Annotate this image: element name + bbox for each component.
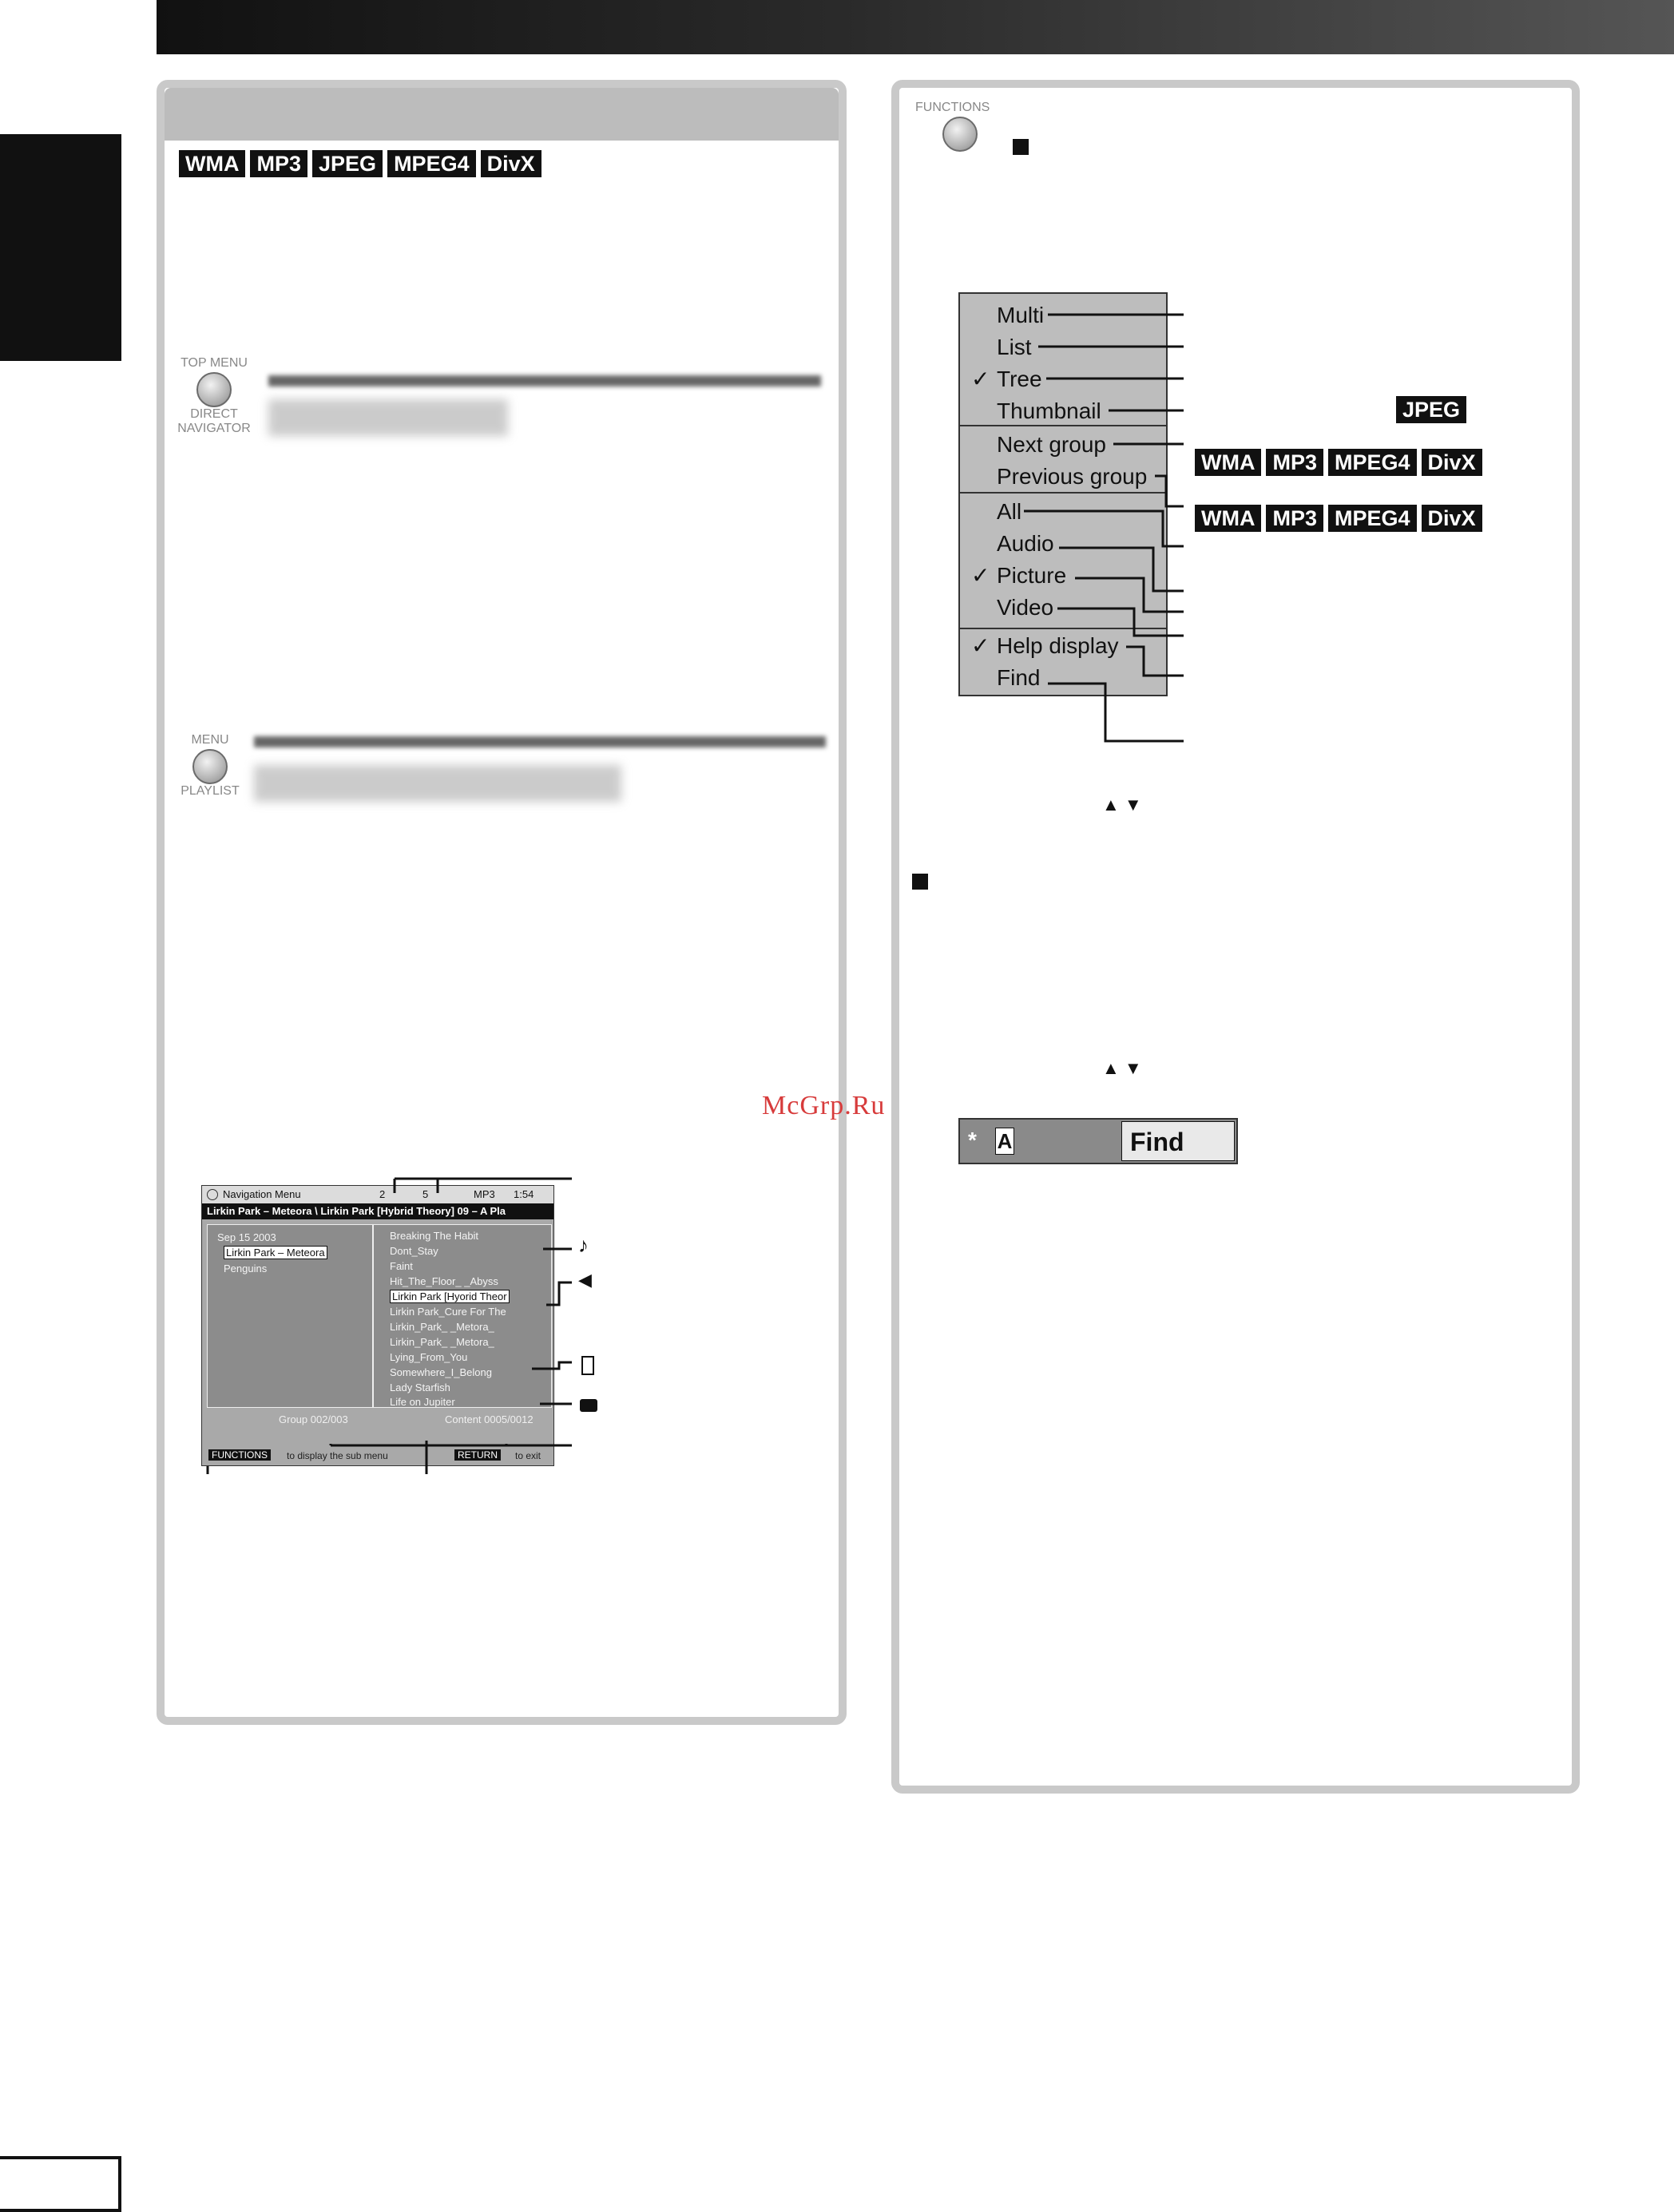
- tag-jpeg: JPEG: [312, 150, 383, 177]
- check-icon: ✓: [971, 563, 990, 588]
- tag-divx: DivX: [1422, 505, 1482, 532]
- asterisk-label: *: [968, 1128, 977, 1152]
- jpeg-tag: JPEG: [1396, 396, 1471, 423]
- content-item[interactable]: Hit_The_Floor_ _Abyss: [390, 1275, 498, 1287]
- menu-item-find[interactable]: Find: [997, 665, 1041, 690]
- tag-mpeg4: MPEG4: [1328, 505, 1417, 532]
- tag-mp3: MP3: [250, 150, 307, 177]
- menu-item-picture[interactable]: Picture: [997, 563, 1067, 588]
- tag-divx: DivX: [1422, 449, 1482, 476]
- menu-item-audio[interactable]: Audio: [997, 531, 1054, 556]
- content-item[interactable]: Faint: [390, 1260, 413, 1272]
- tag-mp3: MP3: [1266, 449, 1323, 476]
- playlist-label: PLAYLIST: [180, 784, 240, 798]
- top-menu-label: TOP MENU: [180, 356, 248, 370]
- menu-label: MENU: [191, 733, 229, 747]
- content-item[interactable]: Lirkin_Park_ _Metora_: [390, 1336, 494, 1348]
- watermark: McGrp.Ru: [762, 1091, 886, 1120]
- path-text: Lirkin Park – Meteora \ Lirkin Park [Hybrid Theory] 09 – A Pla: [207, 1205, 506, 1217]
- tag-wma: WMA: [179, 150, 245, 177]
- content-status: Content 0005/0012: [445, 1413, 534, 1425]
- find-button[interactable]: Find: [1121, 1121, 1235, 1161]
- menu-item-multi[interactable]: Multi: [997, 303, 1045, 327]
- functions-key: FUNCTIONS: [208, 1449, 271, 1461]
- group-status: Group 002/003: [279, 1413, 348, 1425]
- content-item[interactable]: Somewhere_I_Belong: [390, 1366, 492, 1378]
- format-readout: MP3: [474, 1188, 495, 1200]
- content-item[interactable]: Lirkin Park_Cure For The: [390, 1306, 506, 1318]
- letter-input[interactable]: A: [995, 1128, 1014, 1155]
- menu-item-previous-group[interactable]: Previous group: [997, 464, 1148, 489]
- time-readout: 1:54: [514, 1188, 534, 1200]
- functions-label: FUNCTIONS: [915, 101, 990, 114]
- tag-wma: WMA: [1195, 449, 1261, 476]
- tag-mpeg4: MPEG4: [387, 150, 476, 177]
- content-item[interactable]: Dont_Stay: [390, 1245, 438, 1257]
- menu-item-video[interactable]: Video: [997, 595, 1054, 620]
- content-item[interactable]: Lady Starfish: [390, 1382, 450, 1393]
- content-item-selected[interactable]: Lirkin Park [Hyorid Theor: [390, 1289, 510, 1304]
- play-left-icon: ◀: [578, 1270, 592, 1290]
- menu-item-thumbnail[interactable]: Thumbnail: [997, 398, 1101, 423]
- content-item[interactable]: Breaking The Habit: [390, 1230, 479, 1242]
- content-item[interactable]: Life on Jupiter: [390, 1396, 455, 1408]
- tag-mp3: MP3: [1266, 505, 1323, 532]
- check-icon: ✓: [971, 367, 990, 391]
- functions-hint: to display the sub menu: [287, 1450, 388, 1461]
- tag-wma: WMA: [1195, 505, 1261, 532]
- content-item[interactable]: Lying_From_You: [390, 1351, 468, 1363]
- tree-group[interactable]: Penguins: [224, 1263, 268, 1274]
- content-item[interactable]: Lirkin_Park_ _Metora_: [390, 1321, 494, 1333]
- menu-item-help-display[interactable]: Help display: [997, 633, 1119, 658]
- menu-item-next-group[interactable]: Next group: [997, 432, 1106, 457]
- track-count: 5: [422, 1188, 429, 1200]
- music-note-icon: ♪: [578, 1233, 589, 1257]
- check-icon: ✓: [971, 633, 990, 658]
- up-down-arrows-icon: ▲ ▼: [1102, 1058, 1142, 1078]
- return-key: RETURN: [454, 1449, 501, 1461]
- tree-group-selected[interactable]: Lirkin Park – Meteora: [224, 1245, 327, 1260]
- tag-divx: DivX: [481, 150, 541, 177]
- menu-item-list[interactable]: List: [997, 335, 1032, 359]
- return-hint: to exit: [515, 1450, 541, 1461]
- tree-date[interactable]: Sep 15 2003: [217, 1231, 276, 1243]
- group-count: 2: [379, 1188, 386, 1200]
- nav-title: Navigation Menu: [223, 1188, 301, 1200]
- tag-mpeg4: MPEG4: [1328, 449, 1417, 476]
- up-down-arrows-icon: ▲ ▼: [1102, 795, 1142, 815]
- navigator-label: NAVIGATOR: [177, 422, 251, 435]
- direct-label: DIRECT: [190, 407, 238, 421]
- menu-item-tree[interactable]: Tree: [997, 367, 1042, 391]
- menu-item-all[interactable]: All: [997, 499, 1022, 524]
